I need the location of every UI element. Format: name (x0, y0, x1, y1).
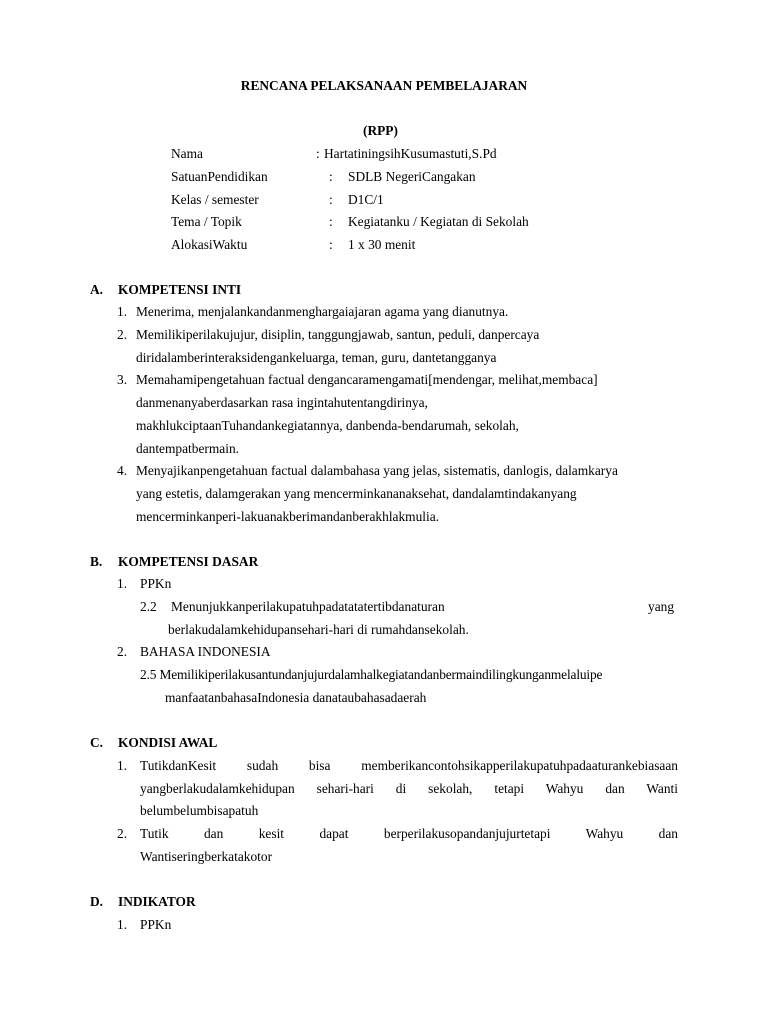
list-item-number: 1. (117, 758, 128, 773)
identity-value-tema: Kegiatanku / Kegiatan di Sekolah (348, 214, 529, 229)
kd-text: Menunjukkanperilakupatuhpadatatatertibdanaturan (171, 599, 445, 614)
list-item-number: 3. (117, 372, 128, 387)
list-item-text: mencerminkanperi-lakuanakberimandanberakhlakmulia. (136, 509, 440, 524)
identity-sep-alokasi: : (329, 237, 333, 252)
identity-sep-kelas: : (329, 192, 333, 207)
list-item-number: 1. (117, 576, 128, 591)
document-subtitle: (RPP) (363, 123, 398, 138)
list-item-text: Menyajikanpengetahuan factual dalambahasa yang jelas, sistematis, danlogis, dalamkarya (136, 463, 618, 478)
list-item-text: danmenanyaberdasarkan rasa ingintahutentangdirinya, (136, 395, 428, 410)
identity-label-nama: Nama (171, 146, 203, 161)
identity-value-nama: HartatiningsihKusumastuti,S.Pd (324, 146, 497, 161)
list-item-number: 4. (117, 463, 128, 478)
identity-label-satuan: SatuanPendidikan (171, 169, 268, 184)
list-item-text: TutikdanKesit sudah bisa memberikancontohsikapperilakupatuhpadaaturankebiasaan (140, 758, 678, 773)
identity-label-alokasi: AlokasiWaktu (171, 237, 248, 252)
section-a-heading: KOMPETENSI INTI (118, 282, 242, 297)
subject-name: PPKn (140, 576, 172, 591)
section-a-letter: A. (90, 282, 104, 297)
list-item-text: yangberlakudalamkehidupan sehari-hari di sekolah, tetapi Wahyu dan Wanti (140, 781, 678, 796)
section-d-heading: INDIKATOR (118, 894, 196, 909)
subject-name: BAHASA INDONESIA (140, 644, 271, 659)
list-item-text: makhlukciptaanTuhandankegiatannya, danbenda-bendarumah, sekolah, (136, 418, 519, 433)
list-item-number: 2. (117, 644, 128, 659)
list-item-text: Wantiseringberkatakotor (140, 849, 273, 864)
list-item-number: 2. (117, 327, 128, 342)
identity-value-alokasi: 1 x 30 menit (348, 237, 416, 252)
identity-label-tema: Tema / Topik (171, 214, 242, 229)
document-title: RENCANA PELAKSANAAN PEMBELAJARAN (240, 78, 528, 93)
list-item-number: 1. (117, 917, 128, 932)
subject-name: PPKn (140, 917, 172, 932)
kd-text: yang (648, 599, 675, 614)
kd-text: 2.5 Memilikiperilakusantundanjujurdalamhalkegiatandanbermaindilingkunganmelaluipe (140, 667, 603, 682)
identity-value-kelas: D1C/1 (348, 192, 384, 207)
list-item-text: Memahamipengetahuan factual dengancaramengamati[mendengar, melihat,membaca] (136, 372, 598, 387)
kd-text: manfaatanbahasaIndonesia danataubahasadaerah (165, 690, 427, 705)
section-c-letter: C. (90, 735, 104, 750)
identity-value-satuan: SDLB NegeriCangakan (348, 169, 476, 184)
section-b-letter: B. (90, 554, 103, 569)
list-item-number: 1. (117, 304, 128, 319)
list-item-text: diridalamberinteraksidengankeluarga, teman, guru, dantetangganya (136, 350, 497, 365)
list-item-text: belumbelumbisapatuh (140, 803, 259, 818)
list-item-text: dantempatbermain. (136, 441, 239, 456)
identity-sep-nama: : (316, 146, 320, 161)
section-c-heading: KONDISI AWAL (118, 735, 218, 750)
identity-label-kelas: Kelas / semester (171, 192, 259, 207)
section-d-letter: D. (90, 894, 104, 909)
identity-sep-tema: : (329, 214, 333, 229)
list-item-text: Menerima, menjalankandanmenghargaiajaran agama yang dianutnya. (136, 304, 509, 319)
list-item-text: Memilikiperilakujujur, disiplin, tanggungjawab, santun, peduli, danpercaya (136, 327, 540, 342)
list-item-text: Tutik dan kesit dapat berperilakusopandanjujurtetapi Wahyu dan (140, 826, 678, 841)
kd-text: berlakudalamkehidupansehari-hari di rumahdansekolah. (168, 622, 469, 637)
identity-sep-satuan: : (329, 169, 333, 184)
list-item-text: yang estetis, dalamgerakan yang mencerminkananaksehat, dandalamtindakanyang (136, 486, 577, 501)
list-item-number: 2. (117, 826, 128, 841)
kd-number: 2.2 (140, 599, 157, 614)
section-b-heading: KOMPETENSI DASAR (118, 554, 259, 569)
